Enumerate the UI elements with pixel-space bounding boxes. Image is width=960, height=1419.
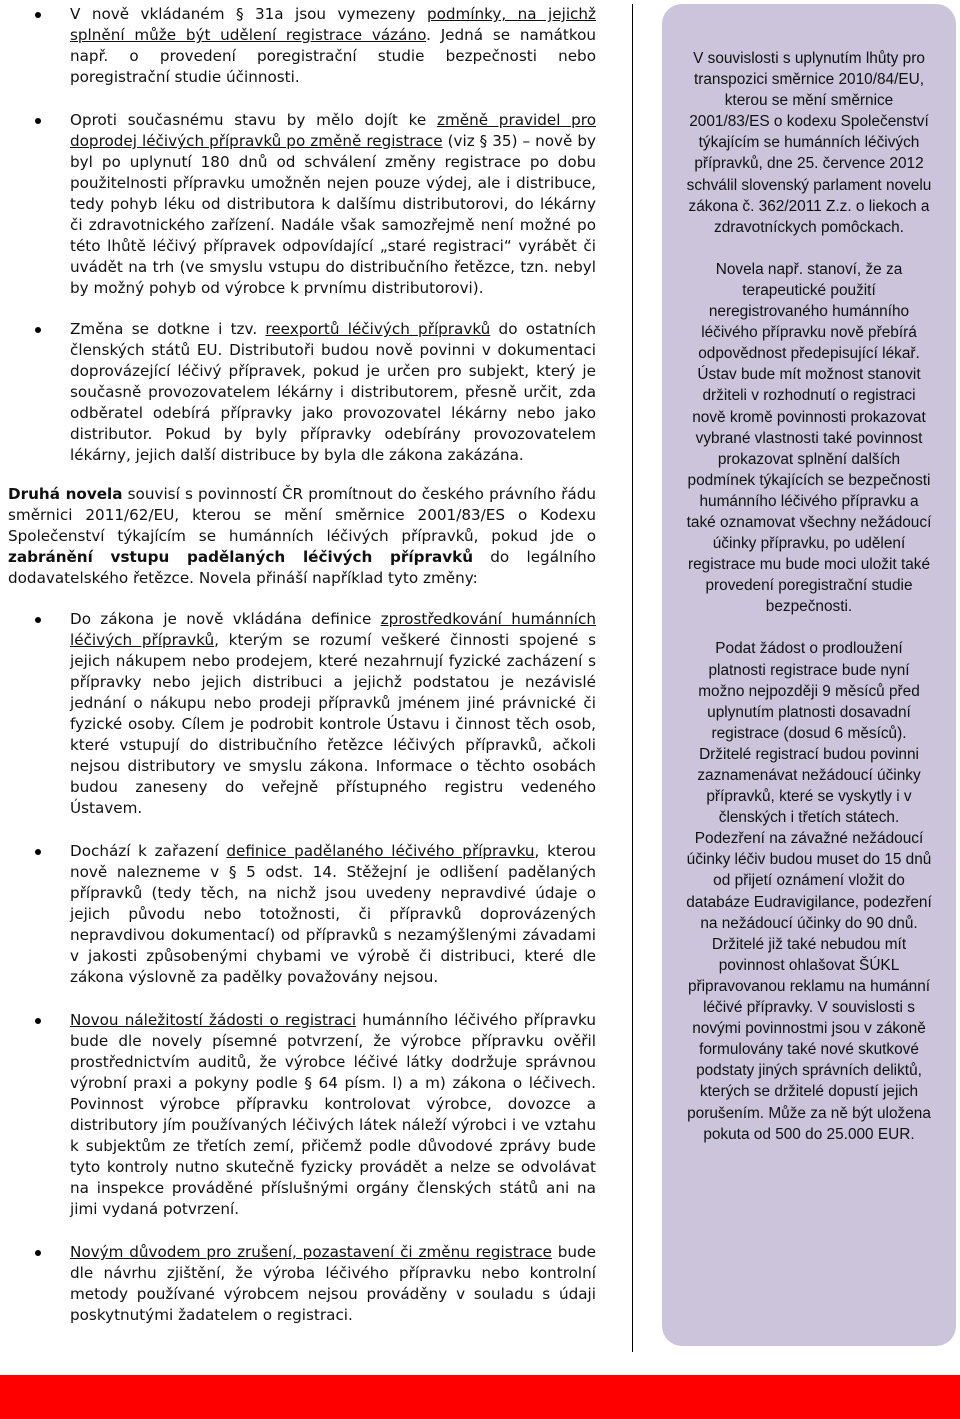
list-item (8, 1010, 596, 1220)
text-run: Do zákona je nově vkládána definice (70, 610, 381, 628)
list-item-text (70, 319, 596, 466)
footer-band (0, 1375, 960, 1419)
bold-term: Druhá novela (8, 485, 123, 503)
bullet-list-top (8, 4, 596, 466)
underlined-term: podmínky, na jejichž splnění může být udělení registrace vázáno (70, 5, 596, 44)
text-run: , kterou nově nalezneme v § 5 odst. 14. Stěžejní je odlišení padělaných přípravků (tedy těch, na nichž jsou uvedeny nepravdivé údaje o jejich původu nebo totožnosti, či přípravků doprovázených nepravdivou dokumentací) od přípravků s nezamýšlenými závadami v jakosti způsobenými chybami ve výrobě či distribuci, které dle zákona výslovně za padělky považovány nejsou. (70, 842, 597, 986)
bullet-dot-icon (35, 327, 41, 333)
bullet-dot-icon (35, 12, 41, 18)
list-item-text (70, 1242, 596, 1326)
list-item (8, 841, 596, 988)
underlined-term: zprostředkování humánních léčivých přípravků (70, 610, 597, 649)
sidebar-paragraph: Podat žádost o prodloužení platnosti registrace bude nyní možno nejpozději 9 měsíců před uplynutím platnosti dosavadní registrace (dosud 6 měsíců). Držitelé registrací budou povinni zaznamenávat nežádoucí účinky přípravků, které se vyskytly i v členských i třetích státech. Podezření na závažné nežádoucí účinky léčiv budou muset do 15 dnů od přijetí oznámení vložit do databáze Eudravigilance, podezření na nežádoucí účinky do 90 dnů. Držitelé již také nebudou mít povinnost ohlašovat ŠÚKL připravovanou reklamu na humánní léčivé přípravky. V souvislosti s novými povinnostmi jsou v zákoně formulovány také nové skutkové podstaty jiných správních deliktů, kterých se držitelé dopustí jejich porušením. Může za ně být uložena pokuta od 500 do 25.000 EUR. (686, 640, 932, 1143)
main-text-column (8, 0, 596, 1326)
sidebar-box (662, 4, 956, 1346)
text-run: do ostatních členských států EU. Distributoři budou nově povinni v dokumentaci doprovázející léčivý přípravek, pokud je určen pro subjekt, který je současně provozovatelem lékárny i distributorem, přesně určit, zda odběratel odebírá přípravky jako provozovatel lékárny nebo jako distributor. Pokud by byly přípravky odebírány provozovatelem lékárny, jejich další distribuce by byla dle zákona zakázána. (70, 320, 596, 464)
underlined-term: změně pravidel pro doprodej léčivých přípravků po změně registrace (70, 111, 597, 150)
bullet-dot-icon (35, 849, 41, 855)
text-run: souvisí s povinností ČR promítnout do českého právního řádu směrnici 2011/62/EU, kterou se mění směrnice 2001/83/ES o Kodexu Společenství týkajícím se humánních léčivých přípravků, pokud jde o (8, 485, 596, 545)
text-run: humánního léčivého přípravku bude dle novely písemné potvrzení, že výrobce přípravku ověřil prostřednictvím auditů, že výrobce léčivé látky dodržuje správnou výrobní praxi a pokyny podle § 64 písm. l) a m) zákona o léčivech. Povinnost výrobce přípravku kontrolovat výrobce, dovozce a distributory jím používaných léčivých látek náleží výrobci i ve vztahu k subjektům ze třetích zemí, přičemž podle důvodové zprávy bude tyto kontroly nutno skutečně fyzicky provádět a nelze se odvolávat na inspekce prováděné příslušnými orgány členských států ani na jimi vydaná potvrzení. (70, 1011, 597, 1218)
underlined-term: definice padělaného léčivého přípravku (226, 842, 535, 860)
column-divider (632, 4, 633, 1352)
list-item-text (70, 609, 596, 819)
list-item (8, 110, 596, 299)
text-run: bude dle návrhu zjištění, že výroba léčivého přípravku nebo kontrolní metody používané výrobcem nejsou prováděny v souladu s údaji poskytnutými žadatelem o registraci. (70, 1243, 596, 1324)
sidebar-content (662, 4, 956, 1145)
bullet-dot-icon (35, 617, 41, 623)
list-item (8, 4, 596, 88)
bold-term: zabránění vstupu padělaných léčivých přípravků (8, 548, 474, 566)
text-run: § (235, 5, 244, 23)
text-run: Dochází k zařazení (70, 842, 227, 860)
bullet-dot-icon (35, 1250, 41, 1256)
underlined-term: reexportů léčivých přípravků (265, 320, 491, 338)
sidebar-paragraph: Novela např. stanoví, že za terapeutické použití neregistrovaného humánního léčivého přípravku nově přebírá odpovědnost předepisující lékař. Ústav bude mít možnost stanovit držiteli v rozhodnutí o registraci nově kromě povinnosti prokazovat vybrané vlastnosti také povinnost prokazovat splnění dalších podmínek týkajících se bezpečnosti humánního léčivého přípravku a také oznamovat všechny nežádoucí účinky přípravku, po udělení registrace mu bude moci uložit také provedení poregistrační studie bezpečnosti. (686, 260, 932, 616)
text-run: . Jedná se namátkou např. o provedení poregistrační studie bezpečnosti nebo poregistrační studie účinnosti. (70, 26, 597, 86)
underlined-term: Novým důvodem pro zrušení, pozastavení či změnu registrace (70, 1243, 552, 1261)
sidebar-paragraph: V souvislosti s uplynutím lhůty pro transpozici směrnice 2010/84/EU, kterou se mění směrnice 2001/83/ES o kodexu Společenství týkajícím se humánních léčivých přípravků, dne 25. července 2012 schválil slovenský parlament novelu zákona č. 362/2011 Z.z. o liekoch a zdravotníckych pomôckach. (686, 50, 932, 236)
paragraph-druha-novela (8, 484, 596, 589)
bullet-dot-icon (35, 118, 41, 124)
text-run: , kterým se rozumí veškeré činnosti spojené s jejich nákupem nebo prodejem, které nezahrnují fyzické zacházení s přípravky nebo jejich distribuci a jejichž podstatou je nezávislé jednání o nákupu nebo prodeji přípravků jménem jiné právnické či fyzické osoby. Cílem je podrobit kontrole Ústavu i činnost těch osob, které vstupují do distribučního řetězce léčivých přípravků, ačkoli nejsou distributory ve smyslu zákona. Informace o těchto osobách budou zaneseny do veřejně přístupného registru vedeného Ústavem. (70, 631, 596, 817)
text-run: (viz § 35) – nově by byl po uplynutí 180 dnů od schválení změny registrace po dobu použitelnosti přípravku umožněn nejen pouze výdej, ale i distribuce, tedy pohyb léku od distributora k dalšímu distributorovi, do lékárny či zdravotnického zařízení. Nadále však samozřejmě není možné po této lhůtě léčivý přípravek odpovídající „staré registraci“ vyrábět či uvádět na trh (ve smyslu vstupu do distribučního řetězce, tzn. nebyl by možný pohyb od výrobce k prvnímu distributorovi). (70, 132, 596, 297)
text-run: do legálního dodavatelského řetězce. Novela přináší například tyto změny: (8, 548, 596, 587)
list-item (8, 1242, 596, 1326)
list-item-text (70, 110, 596, 299)
list-item-text (70, 4, 596, 88)
list-item (8, 609, 596, 819)
text-run: Změna se dotkne i tzv. (70, 320, 266, 338)
bullet-dot-icon (35, 1018, 41, 1024)
list-item-text (70, 1010, 596, 1220)
text-run: Oproti současnému stavu by mělo dojít ke (70, 111, 437, 129)
list-item (8, 319, 596, 466)
bullet-list-bottom (8, 609, 596, 1326)
text-run: 31a jsou vymezeny (243, 5, 427, 23)
text-run: V nově vkládaném (70, 5, 236, 23)
list-item-text (70, 841, 596, 988)
underlined-term: Novou náležitostí žádosti o registraci (70, 1011, 357, 1029)
